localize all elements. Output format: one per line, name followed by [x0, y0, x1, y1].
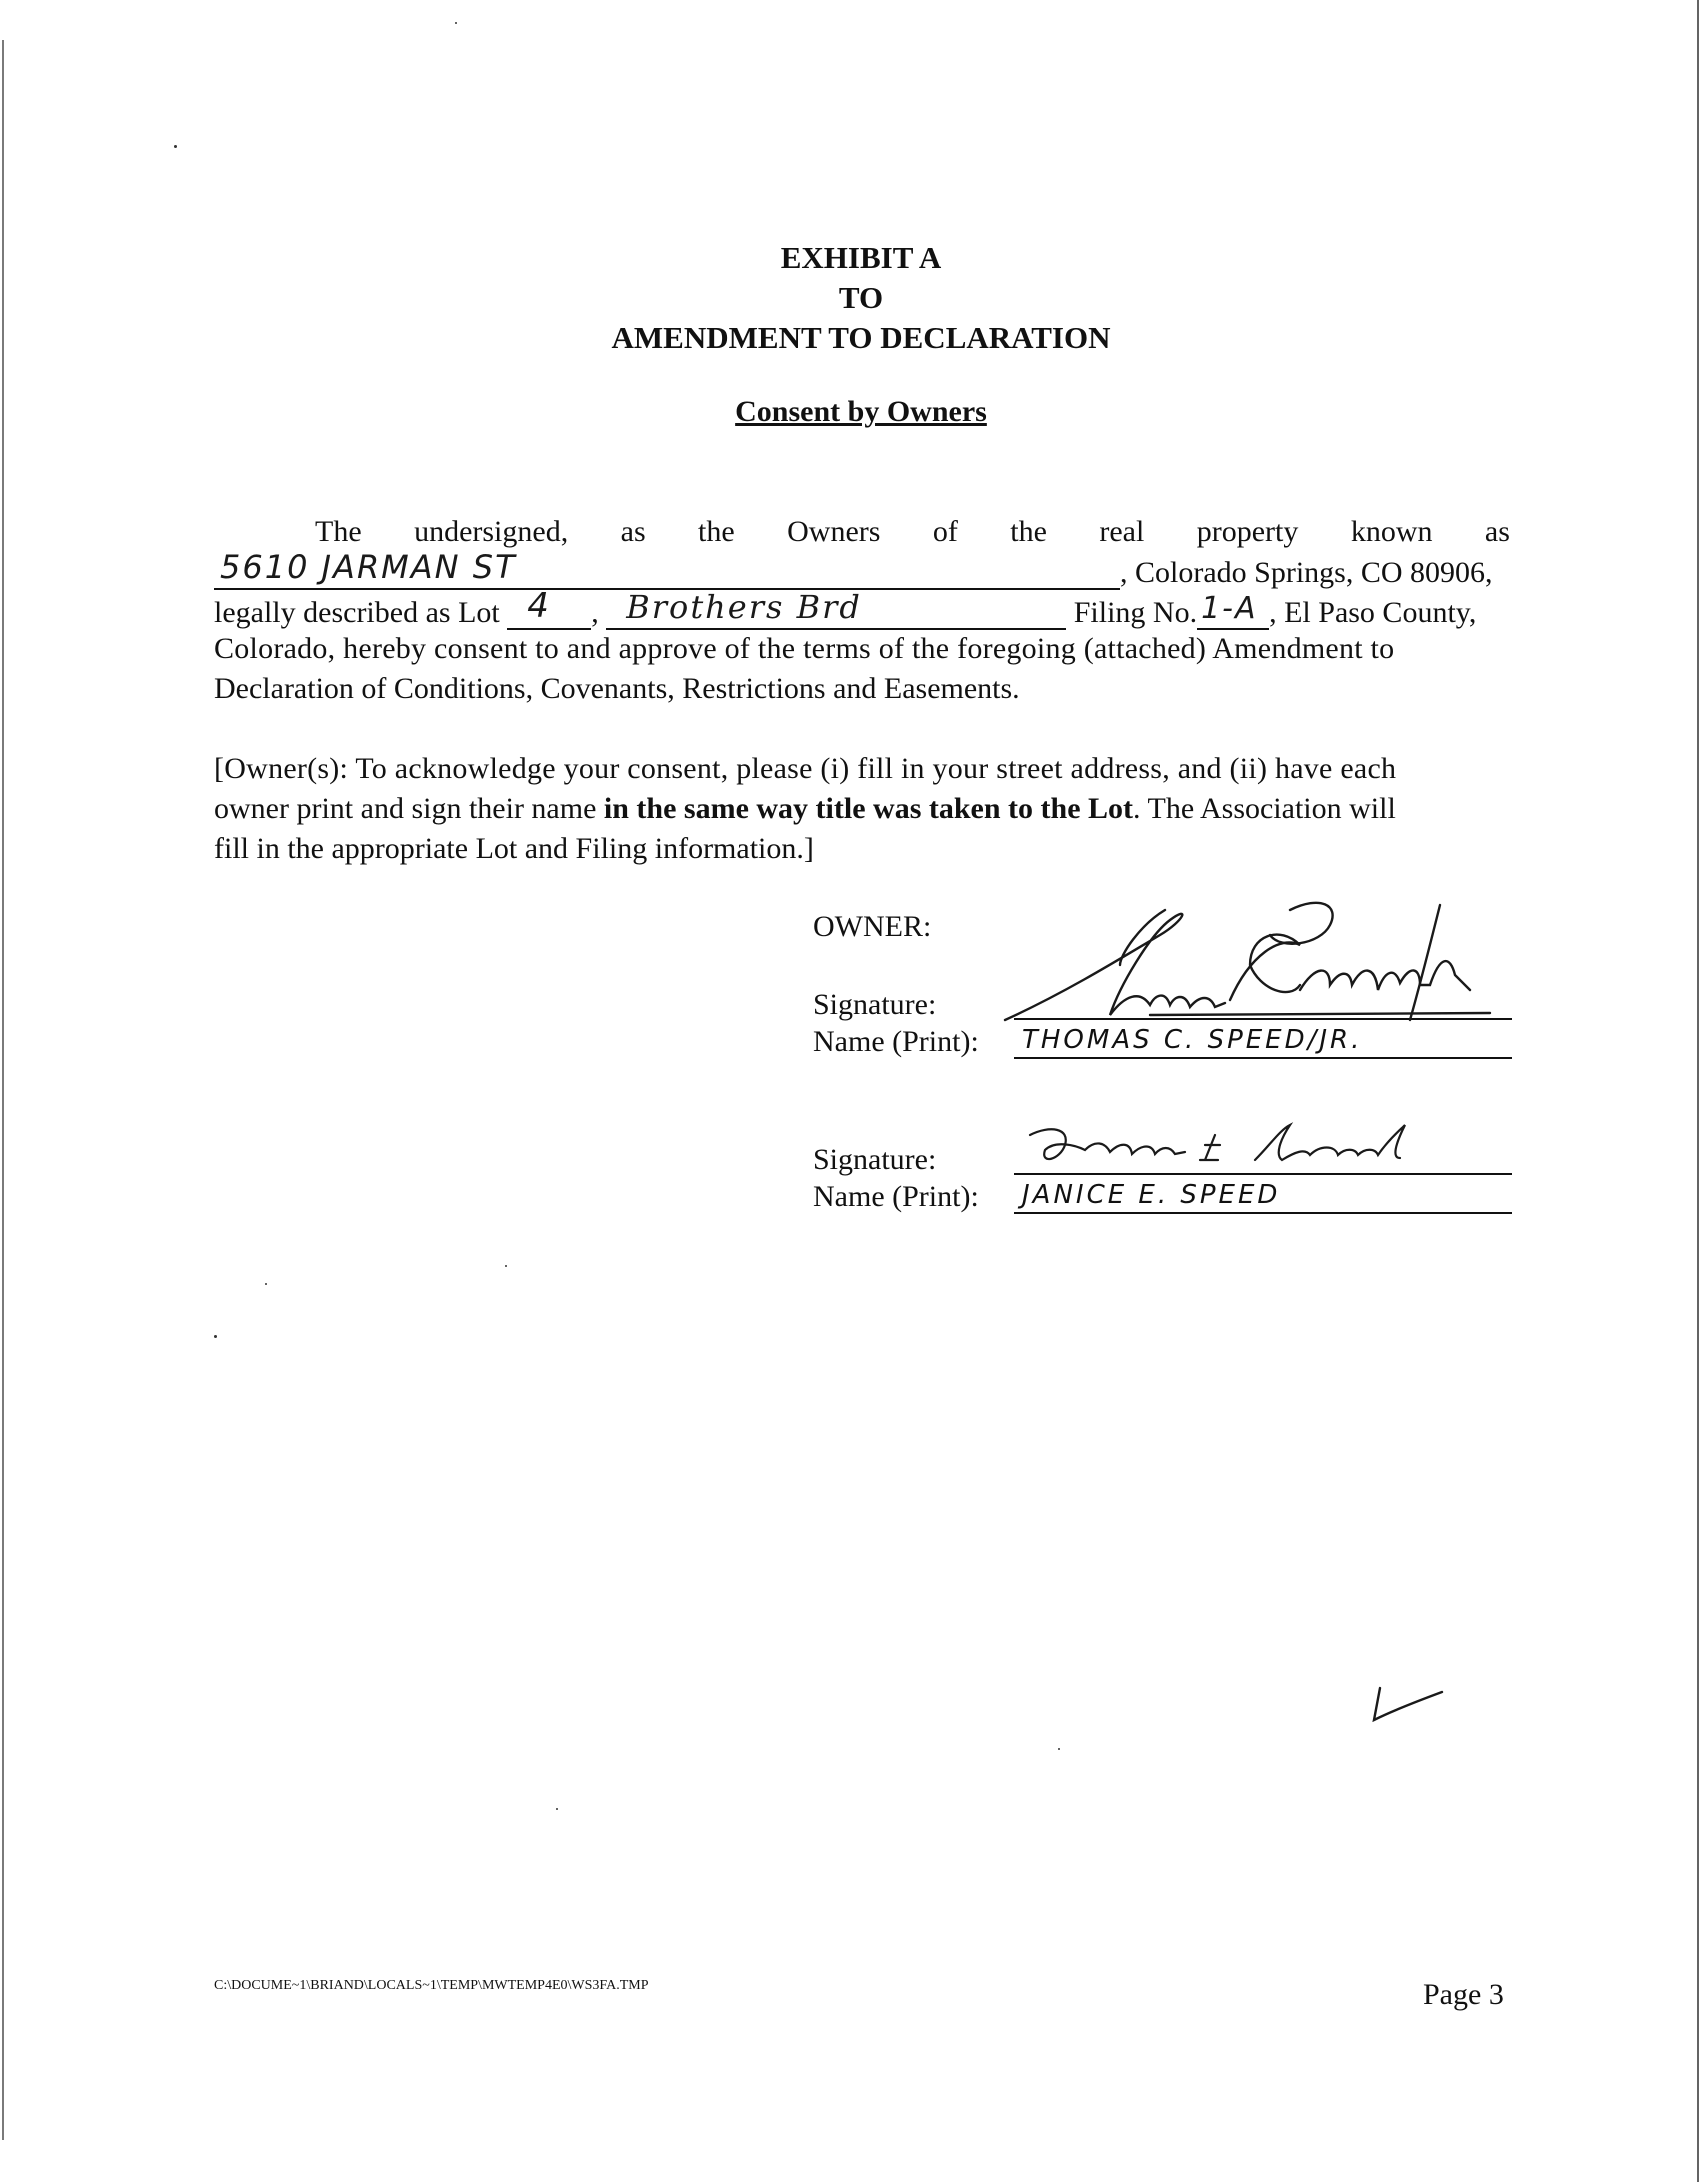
word: undersigned,: [414, 515, 569, 548]
name-print-label-1: Name (Print):: [813, 1025, 979, 1058]
filing-number-handwritten: 1-A: [1201, 591, 1258, 626]
subdivision-handwritten: Brothers Brd: [626, 588, 862, 626]
filing-number-field[interactable]: [1197, 592, 1269, 630]
word: as: [1484, 515, 1510, 548]
signature-2-handwriting: [1020, 1120, 1440, 1180]
word: Owners: [787, 515, 881, 548]
scan-speck: [556, 1808, 558, 1810]
scan-speck: [265, 1283, 267, 1285]
body-line-2: [214, 548, 1510, 590]
comma: ,: [591, 596, 599, 629]
page-number: Page 3: [1423, 1978, 1504, 2011]
file-path: C:\DOCUME~1\BRIAND\LOCALS~1\TEMP\MWTEMP4E0\WS3FA.TMP: [214, 1978, 649, 1993]
filing-label: Filing No.: [1073, 596, 1198, 629]
instructions-line-2: [214, 792, 1510, 826]
lot-number-field[interactable]: [507, 586, 591, 630]
subdivision-field[interactable]: [606, 588, 1066, 630]
checkmark-icon: [1370, 1680, 1450, 1730]
word: The: [315, 515, 362, 548]
instructions-bold: in the same way title was taken to the Lot: [603, 792, 1134, 825]
instructions-text-end: . The Association will: [1133, 792, 1396, 825]
street-address-field[interactable]: [214, 548, 1120, 590]
scan-speck: [505, 1265, 507, 1267]
instructions-text: owner print and sign their name: [214, 792, 604, 825]
street-address-handwritten: 5610 JARMAN ST: [220, 548, 517, 586]
instructions-line-1: [Owner(s): To acknowledge your consent, please (i) fill in your street address, and (ii) have each: [214, 752, 1397, 785]
word: the: [698, 515, 735, 548]
scan-speck: [174, 145, 177, 148]
legal-description-prefix: legally described as Lot: [214, 596, 500, 629]
instructions-line-3: fill in the appropriate Lot and Filing information.]: [214, 832, 814, 865]
body-line-1: [315, 515, 1510, 549]
word: as: [620, 515, 646, 548]
body-line-3: [214, 586, 1510, 630]
name-print-2-handwritten: JANICE E. SPEED: [1022, 1180, 1281, 1210]
exhibit-heading-line3: AMENDMENT TO DECLARATION: [611, 320, 1111, 355]
name-print-line-1[interactable]: [1014, 1057, 1512, 1059]
scan-speck: [455, 22, 457, 24]
word: the: [1010, 515, 1047, 548]
exhibit-heading-line2: TO: [838, 280, 884, 315]
signature-label-2: Signature:: [813, 1143, 937, 1176]
name-print-1-handwritten: THOMAS C. SPEED/JR.: [1022, 1025, 1363, 1055]
owner-label: OWNER:: [813, 910, 932, 943]
body-line-4: Colorado, hereby consent to and approve of the terms of the foregoing (attached) Amendment to: [214, 632, 1395, 665]
word: property: [1196, 515, 1299, 548]
lot-number-handwritten: 4: [527, 586, 551, 626]
scan-speck: [214, 1335, 217, 1338]
name-print-label-2: Name (Print):: [813, 1180, 979, 1213]
city-state-zip: , Colorado Springs, CO 80906,: [1120, 556, 1493, 589]
body-line-5: Declaration of Conditions, Covenants, Restrictions and Easements.: [214, 672, 1020, 705]
word: of: [932, 515, 958, 548]
name-print-line-2[interactable]: [1014, 1212, 1512, 1214]
county: , El Paso County,: [1269, 596, 1477, 629]
word: known: [1350, 515, 1433, 548]
signature-label-1: Signature:: [813, 988, 937, 1021]
exhibit-heading-line1: EXHIBIT A: [780, 240, 942, 275]
scan-speck: [1058, 1748, 1060, 1750]
consent-title: Consent by Owners: [735, 395, 987, 428]
word: real: [1099, 515, 1145, 548]
